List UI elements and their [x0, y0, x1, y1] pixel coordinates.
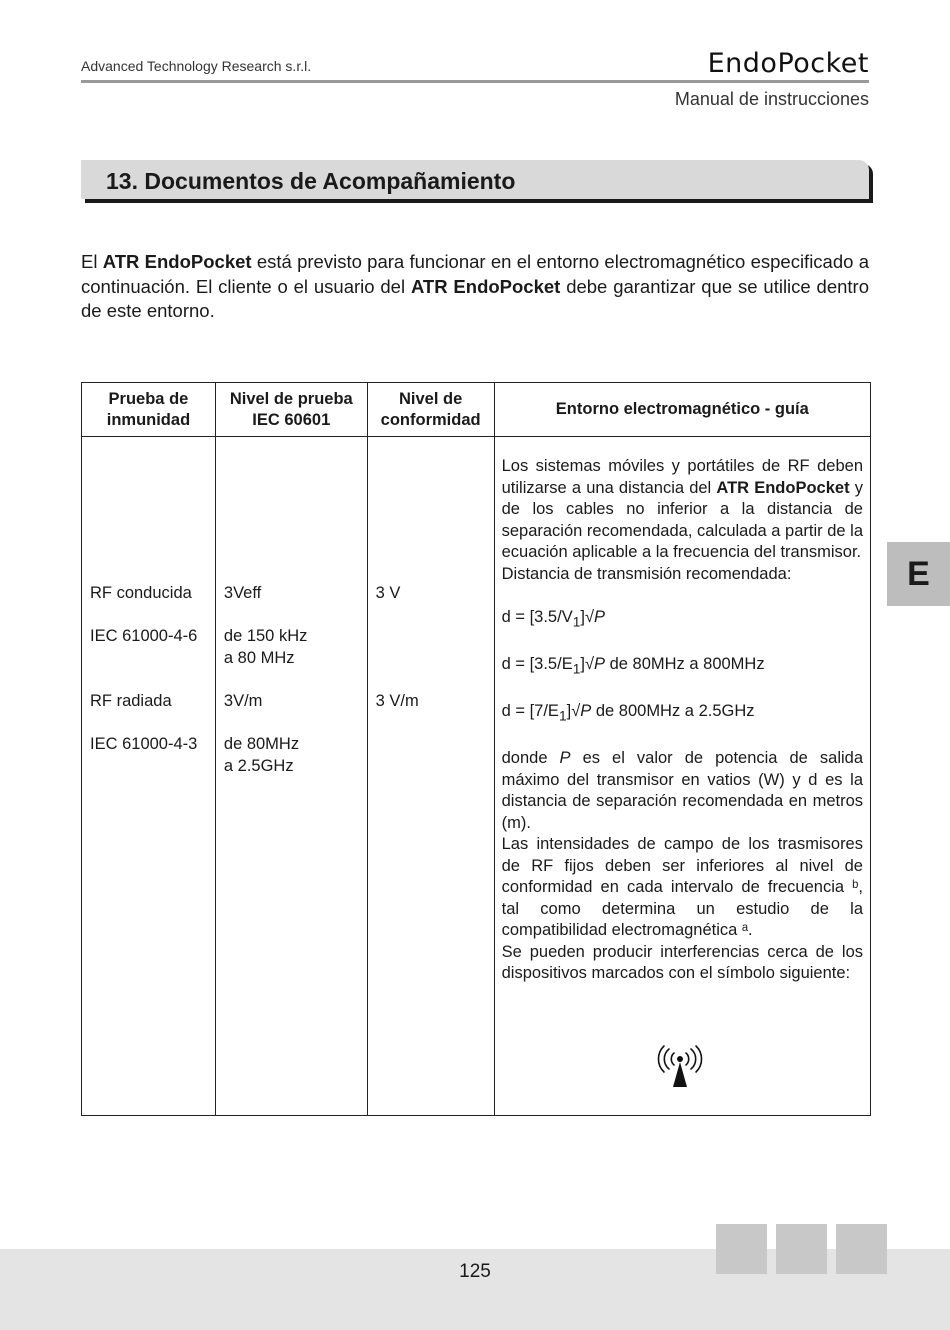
guide-paragraph: Los sistemas móviles y portátiles de RF deben utilizarse a una distancia del ATR EndoPocket y de los cables no inferior a la distancia de separación recomendada, calculada a partir de la ecuación aplicable a la frecuencia del transmisor. — [501, 457, 863, 561]
level-item: a 80 MHz — [223, 649, 295, 667]
test-item: IEC 61000-4-3 — [90, 735, 198, 753]
company-name: Advanced Technology Research s.r.l. — [81, 58, 312, 74]
guide-cell — [494, 437, 870, 1116]
guide-paragraph: Las intensidades de campo de los trasmisores de RF fijos deben ser inferiores al nivel de conformidad en cada intervalo de frecuencia ᵇ, tal como determina un estudio de la compatibilidad electromagnética ᵃ. — [501, 835, 863, 940]
test-cell — [82, 437, 216, 1116]
intro-product: ATR EndoPocket — [410, 275, 561, 297]
section-tab-e: E — [887, 542, 950, 606]
test-item: IEC 61000-4-6 — [90, 627, 198, 645]
header-test: Prueba de inmunidad — [82, 383, 216, 437]
header-conformity: Nivel de conformidad — [367, 383, 494, 437]
conformity-item: 3 V — [375, 584, 401, 602]
intro-paragraph — [81, 250, 869, 324]
non-ionizing-radiation-icon — [652, 1043, 708, 1091]
intro-text: El — [81, 251, 103, 272]
table-row — [82, 437, 871, 1116]
header-divider — [81, 80, 869, 83]
header-level: Nivel de prueba IEC 60601 — [215, 383, 367, 437]
section-title: 13. Documentos de Acompañamiento — [106, 168, 516, 194]
formula-3: $d = [7/E_1]√P$ de 800MHz a 2.5GHz — [501, 702, 755, 724]
immunity-table — [81, 382, 871, 1116]
brand-logo: EndoPocket — [707, 48, 869, 79]
intro-product: ATR EndoPocket — [102, 251, 252, 272]
level-item: 3Veff — [223, 584, 262, 602]
header-guide: Entorno electromagnético - guía — [494, 383, 870, 437]
conformity-item: 3 V/m — [375, 692, 419, 710]
conformity-cell — [367, 437, 494, 1116]
level-cell — [215, 437, 367, 1116]
section-header — [81, 160, 869, 199]
guide-paragraph: donde P es el valor de potencia de salida máximo del transmisor en vatios (W) y d es la distancia de separación recomendada en metros (m). — [501, 749, 863, 832]
level-item: de 80MHz — [223, 735, 300, 753]
guide-distance-label: Distancia de transmisión recomendada: — [501, 564, 792, 583]
guide-paragraph: Se pueden producir interferencias cerca de los dispositivos marcados con el símbolo siguiente: — [501, 942, 863, 983]
table-header-row — [82, 383, 871, 437]
level-item: de 150 kHz — [223, 627, 308, 645]
intro-text: está previsto para funcionar en el entorno electromagnético especificado a continuación. El cliente o el usuario del — [81, 251, 869, 297]
guide-text — [502, 456, 863, 985]
document-type: Manual de instrucciones — [674, 89, 869, 109]
test-item: RF radiada — [90, 692, 172, 710]
intro-text: debe garantizar que se utilice dentro de este entorno. — [81, 275, 870, 321]
test-item: RF conducida — [90, 584, 192, 602]
page-number: 125 — [459, 1261, 491, 1282]
level-item: a 2.5GHz — [223, 757, 294, 775]
formula-2: $d = [3.5/E_1]√P$ de 80MHz a 800MHz — [501, 654, 765, 677]
level-item: 3V/m — [223, 692, 263, 710]
formula-1: $d = [3.5/V_1]√P$ — [501, 607, 606, 629]
